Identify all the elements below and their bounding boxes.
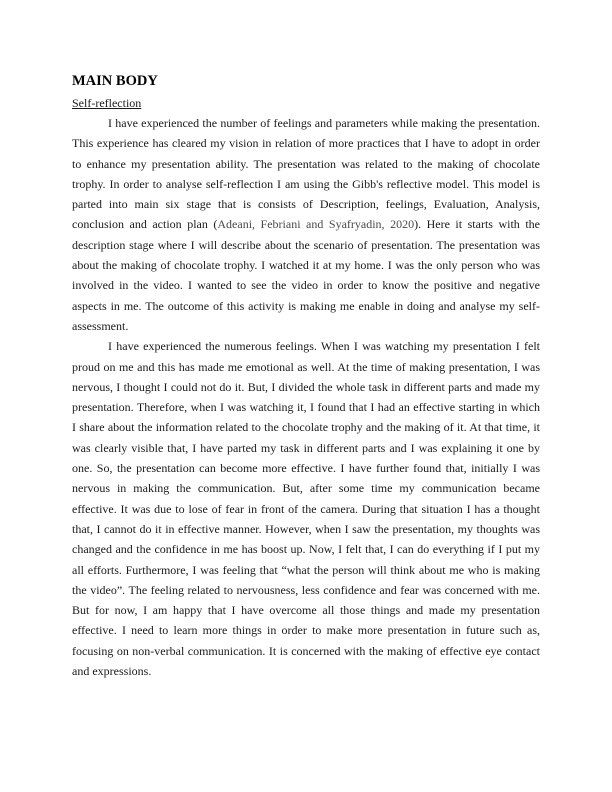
subsection-heading: Self-reflection bbox=[72, 96, 142, 110]
paragraph-1-text-start: I have experienced the number of feelings and parameters while making the presentation. This experience has cleared my vision in relation of more practices that I have to adopt in order to enhance my presentation ability. The presentation was related to the making of chocolate trophy. In order to analyse self-reflection I am using the Gibb's reflective model. This model is parted into main six stage that is consists of Description, feelings, Evaluation, Analysis, conclusion and action plan ( bbox=[72, 116, 540, 232]
section-heading: MAIN BODY bbox=[72, 73, 158, 89]
document-page bbox=[72, 72, 540, 681]
paragraph-1 bbox=[72, 113, 540, 336]
citation: Adeani, Febriani and Syafryadin, 2020 bbox=[217, 217, 415, 232]
paragraph-1-text-end: ). Here it starts with the description stage where I will describe about the scenario of presentation. The presentation was about the making of chocolate trophy. I watched it at my home. I was the only person who was involved in the video. I wanted to see the video in order to know the positive and negative aspects in me. The outcome of this activity is making me enable in doing and analyse my self-assessment. bbox=[72, 217, 540, 333]
paragraph-2: I have experienced the numerous feelings. When I was watching my presentation I felt proud on me and this has made me emotional as well. At the time of making presentation, I was nervous, I thought I could not do it. But, I divided the whole task in different parts and made my presentation. Therefore, when I was watching it, I found that I had an effective starting in which I share about the information related to the chocolate trophy and the making of it. At that time, it was clearly visible that, I have parted my task in different parts and I was explaining it one by one. So, the presentation can become more effective. I have further found that, initially I was nervous in making the communication. But, after some time my communication became effective. It was due to lose of fear in front of the camera. During that situation I has a thought that, I cannot do it in effective manner. However, when I saw the presentation, my thoughts was changed and the confidence in me has boost up. Now, I felt that, I can do everything if I put my all efforts. Furthermore, I was feeling that “what the person will think about me who is making the video”. The feeling related to nervousness, less confidence and fear was concerned with me. But for now, I am happy that I have overcome all those things and made my presentation effective. I need to learn more things in order to make more presentation in future such as, focusing on non-verbal communication. It is concerned with the making of effective eye contact and expressions. bbox=[72, 339, 540, 679]
